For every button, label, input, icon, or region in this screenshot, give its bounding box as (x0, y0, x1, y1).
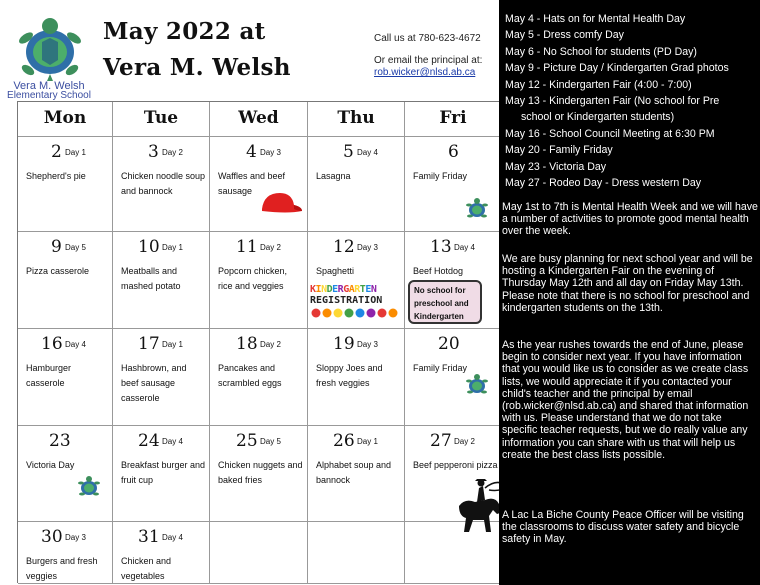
day-number: 24 (138, 431, 160, 451)
day-number: 26 (333, 431, 355, 451)
weekday-header-thu: Thu (308, 102, 405, 137)
cycle-day-label: Day 5 (65, 243, 86, 252)
lunch-menu-text: Waffles and beef sausage (218, 171, 286, 196)
red-cap-icon (258, 189, 304, 217)
class-list-paragraph: As the year rushes towards the end of June, please begin to consider next year. If you have information that you would like us to consider as we create class lists, we would appreciate it if you contacted your child's teacher and the principal by email (rob.wicker@nlsd.ab.ca) and shared that information with us. Please understand that we do not take specific teacher requests, but we do really value any information you can share with us that will help us create the best class lists possible. (502, 339, 749, 461)
weekday-header-wed: Wed (210, 102, 308, 137)
event-item: May 23 - Victoria Day (505, 160, 607, 173)
event-item: May 13 - Kindergarten Fair (No school for Pre (505, 95, 720, 108)
logo-line1: Vera M. Welsh (13, 80, 85, 92)
day-number: 18 (236, 334, 258, 354)
calendar-day-cell (405, 426, 502, 522)
day-number: 19 (333, 334, 355, 354)
calendar-day-cell (113, 426, 210, 522)
weekday-header-tue: Tue (113, 102, 210, 137)
event-item: school or Kindergarten students) (521, 111, 675, 124)
empty-day-cell (405, 522, 502, 584)
event-item: May 5 - Dress comfy Day (505, 29, 624, 42)
cycle-day-label: Day 2 (260, 243, 281, 252)
principal-email-link[interactable]: rob.wicker@nlsd.ab.ca (374, 67, 476, 78)
lunch-menu-text: Sloppy Joes and fresh veggies (316, 363, 383, 388)
page-title (103, 14, 291, 86)
event-item: May 20 - Family Friday (505, 144, 613, 157)
email-label: Or email the principal at: (374, 55, 483, 66)
calendar-day-cell (405, 329, 502, 426)
title-line1: May 2022 at (103, 18, 266, 45)
weekday-header-mon: Mon (18, 102, 113, 137)
calendar-day-cell (113, 232, 210, 329)
calendar-day-cell (18, 137, 113, 232)
day-number: 31 (138, 527, 160, 547)
calendar-day-cell (18, 426, 113, 522)
day-number: 30 (41, 527, 63, 547)
lunch-menu-text: Beef Hotdog (413, 266, 464, 276)
day-number: 16 (41, 334, 63, 354)
turtle-icon (463, 371, 491, 399)
day-number: 9 (51, 237, 62, 257)
contact-info (374, 33, 482, 79)
lunch-menu-text: Burgers and fresh veggies (26, 556, 98, 581)
lunch-menu-text: Victoria Day (26, 460, 75, 470)
calendar-grid (17, 101, 501, 583)
event-item: May 16 - School Council Meeting at 6:30 PM (505, 127, 715, 140)
cycle-day-label: Day 4 (357, 148, 378, 157)
calendar-day-cell (308, 426, 405, 522)
day-number: 25 (236, 431, 258, 451)
cycle-day-label: Day 4 (454, 243, 475, 252)
event-item: May 9 - Picture Day / Kindergarten Grad photos (505, 62, 729, 75)
calendar-day-cell (308, 137, 405, 232)
registration-text: REGISTRATION (310, 295, 383, 306)
cycle-day-label: Day 1 (162, 243, 183, 252)
phone-text: Call us at 780-623-4672 (374, 33, 481, 44)
turtle-icon (75, 473, 103, 501)
calendar-day-cell (405, 232, 502, 329)
lunch-menu-text: Hashbrown, and beef sausage casserole (121, 363, 187, 403)
calendar-day-cell (210, 232, 308, 329)
calendar-day-cell (113, 137, 210, 232)
info-panel (499, 0, 760, 585)
cycle-day-label: Day 3 (357, 243, 378, 252)
cycle-day-label: Day 5 (260, 437, 281, 446)
day-number: 4 (246, 142, 257, 162)
day-number: 23 (49, 431, 71, 451)
cycle-day-label: Day 2 (260, 340, 281, 349)
turtle-icon (463, 195, 491, 223)
cycle-day-label: Day 2 (454, 437, 475, 446)
lunch-menu-text: Alphabet soup and bannock (316, 460, 392, 485)
kindergarten-registration-badge (310, 284, 402, 325)
lunch-menu-text: Lasagna (316, 171, 351, 181)
calendar-day-cell (308, 329, 405, 426)
events-list (505, 11, 760, 191)
cycle-day-label: Day 4 (65, 340, 86, 349)
lunch-menu-text: Hamburger casserole (26, 363, 72, 388)
day-number: 3 (148, 142, 159, 162)
event-item: May 12 - Kindergarten Fair (4:00 - 7:00) (505, 78, 692, 91)
cycle-day-label: Day 1 (162, 340, 183, 349)
lunch-menu-text: Chicken nuggets and baked fries (218, 460, 303, 485)
calendar-day-cell (210, 329, 308, 426)
empty-day-cell (308, 522, 405, 584)
day-number: 20 (438, 334, 460, 354)
lunch-menu-text: Pizza casserole (26, 266, 90, 276)
cycle-day-label: Day 1 (357, 437, 378, 446)
lunch-menu-text: Chicken and vegetables (121, 556, 172, 581)
day-number: 6 (448, 142, 459, 162)
cycle-day-label: Day 3 (260, 148, 281, 157)
day-number: 27 (430, 431, 452, 451)
lunch-menu-text: Pancakes and scrambled eggs (218, 363, 282, 388)
calendar-day-cell (210, 426, 308, 522)
logo-line2: Elementary School (7, 90, 91, 101)
lunch-menu-text: Breakfast burger and fruit cup (121, 460, 206, 485)
school-logo-name (6, 81, 92, 101)
event-item: May 4 - Hats on for Mental Health Day (505, 13, 686, 25)
lunch-menu-text: Popcorn chicken, rice and veggies (218, 266, 288, 291)
weekday-header-fri: Fri (405, 102, 502, 137)
day-number: 2 (51, 142, 62, 162)
event-item: May 27 - Rodeo Day - Dress western Day (505, 177, 702, 190)
lunch-menu-text: Family Friday (413, 363, 468, 373)
cycle-day-label: Day 2 (162, 148, 183, 157)
calendar-day-cell (18, 522, 113, 584)
cycle-day-label: Day 3 (357, 340, 378, 349)
mental-health-paragraph: May 1st to 7th is Mental Health Week and we will have a number of activities to promote good mental health over the week. (502, 201, 758, 238)
day-number: 11 (236, 237, 258, 257)
lunch-menu-text: Spaghetti (316, 266, 355, 276)
lunch-menu-text: Shepherd's pie (26, 171, 86, 181)
day-number: 13 (430, 237, 452, 257)
day-number: 12 (333, 237, 355, 257)
cycle-day-label: Day 4 (162, 533, 183, 542)
lunch-menu-text: Chicken noodle soup and bannock (121, 171, 206, 196)
lunch-menu-text: Family Friday (413, 171, 468, 181)
calendar-day-cell (18, 232, 113, 329)
calendar-day-cell (18, 329, 113, 426)
event-item: May 6 - No School for students (PD Day) (505, 45, 697, 58)
title-line2: Vera M. Welsh (103, 54, 291, 81)
cycle-day-label: Day 4 (162, 437, 183, 446)
lunch-menu-text: Meatballs and mashed potato (121, 266, 181, 291)
cycle-day-label: Day 3 (65, 533, 86, 542)
calendar-day-cell (113, 522, 210, 584)
day-number: 10 (138, 237, 160, 257)
empty-day-cell (210, 522, 308, 584)
handprints-icon (310, 306, 400, 320)
peace-officer-paragraph: A Lac La Biche County Peace Officer will be visiting the classrooms to discuss water safety and bicycle safety in May. (502, 509, 744, 546)
calendar-day-cell (113, 329, 210, 426)
calendar-day-cell (210, 137, 308, 232)
day-number: 17 (138, 334, 160, 354)
kindergarten-text: KINDERGARTEN (310, 284, 377, 295)
kindergarten-fair-paragraph: We are busy planning for next school year and will be hosting a Kindergarten Fair on the evening of Thursday May 12th and all day on Friday May 13th. Please note that there is no school for preschool and kindergarten students on the 13th. (502, 253, 753, 314)
day-number: 5 (343, 142, 354, 162)
no-school-note: No school for preschool and Kindergarten (408, 280, 482, 324)
calendar-day-cell (308, 232, 405, 329)
lunch-menu-text: Beef pepperoni pizza (413, 460, 498, 470)
calendar-day-cell (405, 137, 502, 232)
cycle-day-label: Day 1 (65, 148, 86, 157)
